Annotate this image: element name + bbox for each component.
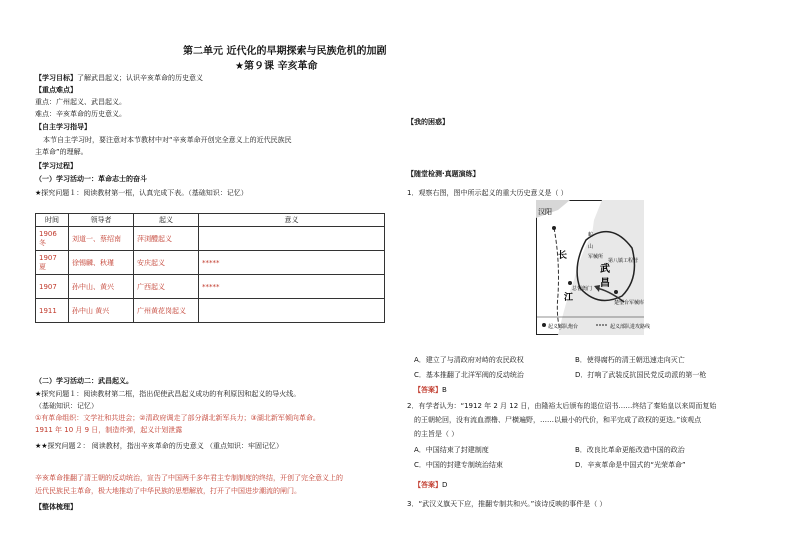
cell-meaning <box>199 299 385 323</box>
test-q2-line2: 的王朝轮回，没有流血漂橹、尸横遍野，……以最小的代价，和平完成了政权的更迭。”该观点 <box>414 416 702 424</box>
map-label-chang: 长 <box>558 251 568 261</box>
table-row <box>36 275 385 299</box>
table-header: 时间 <box>36 214 69 227</box>
cell-time: 1911 <box>36 299 69 323</box>
table-row <box>36 227 385 251</box>
key-label: 【重点难点】 <box>35 86 77 94</box>
table-row <box>36 299 385 323</box>
activity1: （一）学习活动一：革命志士的奋斗 <box>35 175 147 183</box>
cell-leader: 孙中山、黄兴 <box>69 275 134 299</box>
legend-dot <box>542 323 546 327</box>
q1-option-a: A．建立了与清政府对峙的农民政权 <box>414 356 524 364</box>
fort-dot <box>568 281 572 285</box>
q1-answer <box>414 386 447 395</box>
cell-meaning: ***** <box>199 251 385 275</box>
cell-leader: 刘道一、蔡绍南 <box>69 227 134 251</box>
cell-meaning: ***** <box>199 275 385 299</box>
legend-label-2: 起义部队进攻路线 <box>610 324 651 330</box>
q1-option-c: C．基本推翻了北洋军阀的反动统治 <box>414 371 524 379</box>
cell-uprising: 广西起义 <box>134 275 199 299</box>
question-2-level: （基础知识：记忆） <box>35 402 98 410</box>
map-label-she: 蛇 <box>588 232 594 238</box>
goal-text: 了解武昌起义；认识辛亥革命的历史意义 <box>77 74 203 82</box>
table-header: 起义 <box>134 214 199 227</box>
map-label-duba: 第八镇工程营 <box>608 258 639 264</box>
uprising-table <box>35 213 385 323</box>
cell-uprising: 安庆起义 <box>134 251 199 275</box>
lesson-title: ★第９课 辛亥革命 <box>235 61 318 72</box>
cell-time: 1906 冬 <box>36 227 69 251</box>
q2-option-d: D．辛亥革命是中国式的“光荣革命” <box>575 461 686 469</box>
fort-dot <box>552 226 556 230</box>
q3-answer-2: 近代民族民主革命，极大地推动了中华民族的思想解放，打开了中国进步潮流的闸门。 <box>35 487 301 495</box>
q2-answer <box>414 481 447 490</box>
cell-leader: 徐锡麟、秋瑾 <box>69 251 134 275</box>
q2-option-b: B．改良比革命更能改造中国的政治 <box>575 446 685 454</box>
fort-dot <box>614 290 618 294</box>
cell-uprising: 广州黄花岗起义 <box>134 299 199 323</box>
cell-time: 1907 <box>36 275 69 299</box>
goal-label: 【学习目标】 <box>35 74 77 82</box>
cell-time: 1907 夏 <box>36 251 69 275</box>
wuchang-map <box>536 200 651 335</box>
q1-option-d: D．打响了武装反抗国民党反动派的第一枪 <box>575 371 707 379</box>
guide-label: 【自主学习指导】 <box>35 123 91 131</box>
table-header: 意义 <box>199 214 385 227</box>
cell-uprising: 萍浏醴起义 <box>134 227 199 251</box>
activity2: （二）学习活动二：武昌起义。 <box>35 377 133 385</box>
q2-option-a: A．中国结束了封建制度 <box>414 446 489 454</box>
q2-answer-1: ①有革命组织：文学社和共进会；②清政府调走了部分湖北新军兵力；③湖北新军倾向革命。 <box>35 414 320 422</box>
question-1: ★探究问题１：阅读教材第一框，认真完成下表。（基础知识：记忆） <box>35 189 248 197</box>
answer-label: 【答案】 <box>414 386 442 394</box>
cell-leader: 孙中山 黄兴 <box>69 299 134 323</box>
test-q2-line3: 的主旨是（ ） <box>414 430 459 438</box>
question-2: ★探究问题１：阅读教材第二框，指出促使武昌起义成功的有利原因和起义的导火线。 <box>35 390 301 398</box>
test-q3: 3．“武汉义旗天下应，推翻专制共和兴。”该诗反映的事件是（ ） <box>407 500 607 508</box>
cell-meaning <box>199 227 385 251</box>
q2-answer-2: 1911 年 10 月 9 日，制造炸弹，起义计划泄露 <box>35 426 183 434</box>
answer-label: 【答案】 <box>414 481 442 489</box>
map-label-shan: 山 <box>588 244 594 250</box>
test-q1: 1．观察右图，图中所示起义的重大历史意义是（ ） <box>407 189 568 197</box>
key-point: 重点：广州起义、武昌起义。 <box>35 98 126 106</box>
answer-value: B <box>442 386 447 394</box>
map-label-wu: 武 <box>600 264 610 275</box>
q1-option-b: B．使得腐朽的清王朝迅速走向灭亡 <box>575 356 685 364</box>
map-label-chang2: 昌 <box>600 278 610 289</box>
q2-option-c: C．中国的封建专制统治结束 <box>414 461 503 469</box>
map-label-zongdu: 总督衙门 <box>572 286 593 292</box>
legend-label-1: 起义部队炮台 <box>548 324 579 330</box>
test-q2-line1: 2．有学者认为：“1912 年 2 月 12 日，由隆裕太后颁布的退位诏书……终结了秦始皇以来周而复始 <box>407 402 717 410</box>
unit-title: 第二单元 近代化的早期探索与民族危机的加剧 <box>183 46 387 57</box>
difficulty: 难点：辛亥革命的历史意义。 <box>35 110 126 118</box>
map-label-chuwang: 楚望台军械库 <box>614 300 645 306</box>
mine-label: 【我的困惑】 <box>407 118 449 126</box>
summary-label: 【整体梳理】 <box>35 503 77 511</box>
test-label: 【随堂检测·真题演练】 <box>407 170 480 178</box>
q3-answer-1: 辛亥革命推翻了清王朝的反动统治，宣告了中国两千多年君主专制制度的终结，开创了完全意义上的 <box>35 474 343 482</box>
question-3: ★★探究问题２： 阅读教材，指出辛亥革命的历史意义 （重点知识：牢固记忆） <box>35 442 283 450</box>
learning-goal <box>35 74 203 83</box>
table-header-row <box>36 214 385 227</box>
map-label-jiang: 江 <box>564 293 574 303</box>
answer-value: D <box>442 481 448 489</box>
map-label-hanyang: 汉阳 <box>538 208 552 216</box>
guide-text-1: 本节自主学习时，要注意对本节教材中对“辛亥革命开创完全意义上的近代民族民 <box>43 136 292 144</box>
table-row <box>36 251 385 275</box>
table-header: 领导者 <box>69 214 134 227</box>
map-label-junxie: 军械所 <box>588 254 604 260</box>
process-label: 【学习过程】 <box>35 162 77 170</box>
guide-text-2: 主革命”的理解。 <box>35 148 88 156</box>
